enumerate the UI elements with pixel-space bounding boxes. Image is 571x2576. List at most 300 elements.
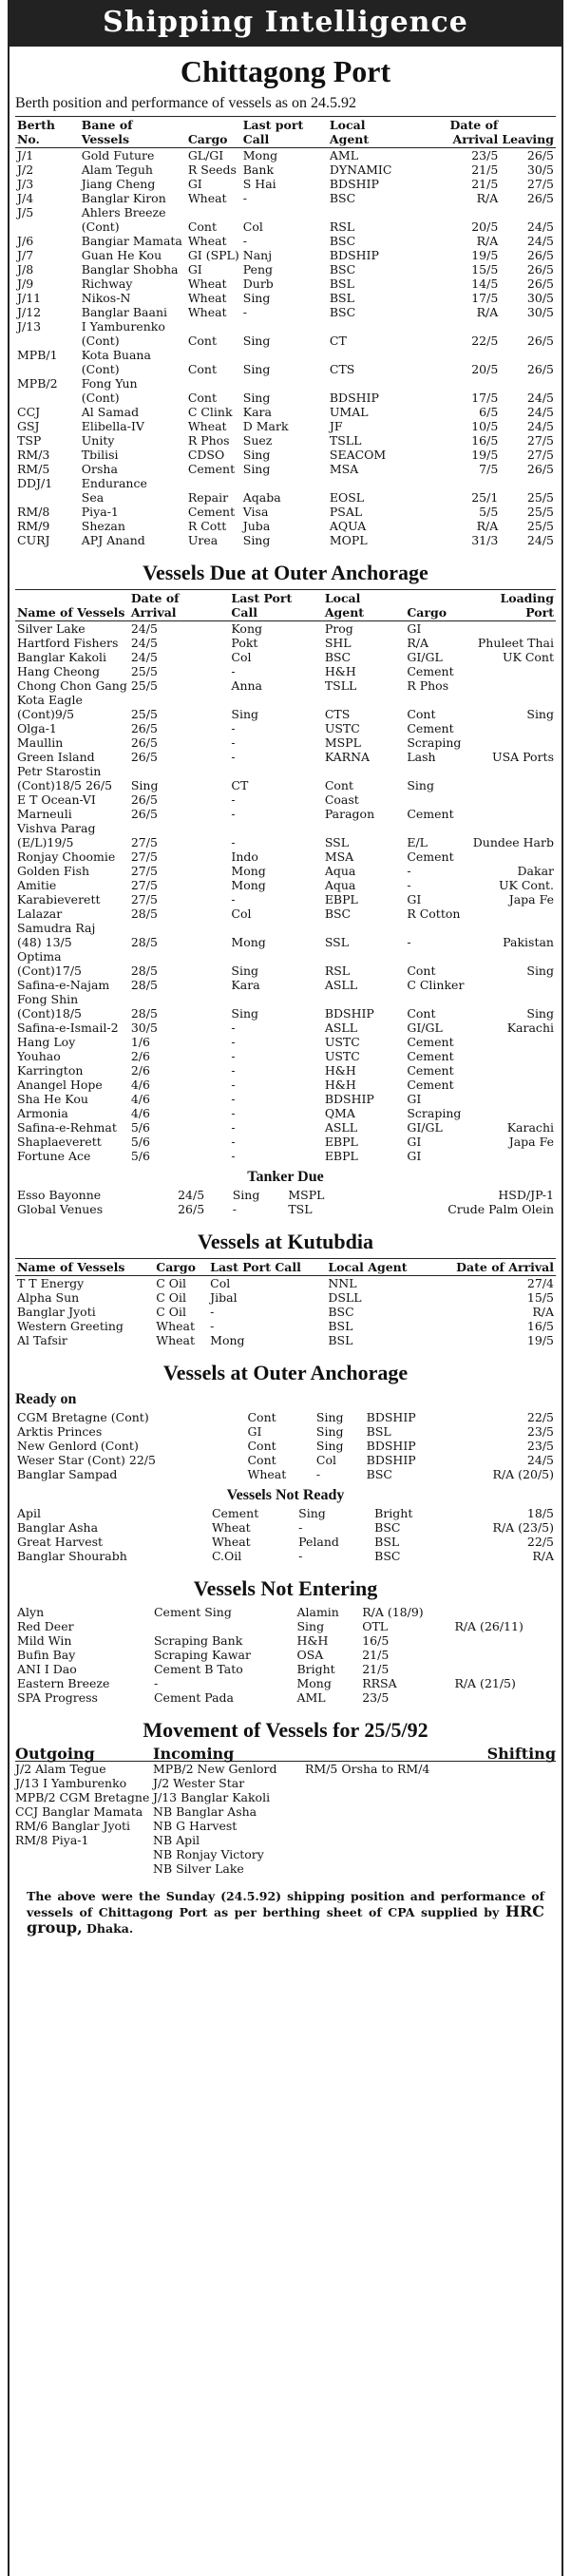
- table-cell: 26/5: [130, 721, 158, 735]
- table-row: [15, 678, 556, 693]
- movement-title: Movement of Vessels for 25/5/92: [143, 1718, 428, 1742]
- footnote-company: HRC group,: [27, 1902, 544, 1937]
- table-cell: [405, 764, 466, 778]
- table-cell: BSL: [329, 291, 354, 305]
- table-cell: Col: [210, 1276, 231, 1290]
- table-cell: H&H: [324, 664, 356, 678]
- table-cell: Olga-1: [17, 721, 57, 735]
- table-cell: R/A: [476, 234, 499, 248]
- table-cell: Sing: [242, 533, 271, 547]
- table-cell: [15, 219, 80, 234]
- table-cell: 27/4: [526, 1276, 554, 1290]
- table-cell: Sing: [242, 362, 271, 376]
- table-cell: Red Deer: [17, 1619, 74, 1633]
- table-row: [15, 1453, 556, 1467]
- table-cell: Aqaba: [242, 490, 281, 505]
- table-cell: Apil: [17, 1506, 42, 1520]
- table-cell: -: [298, 1549, 303, 1563]
- table-cell: 15/5: [526, 1290, 554, 1305]
- table-cell: BSC: [374, 1549, 401, 1563]
- table-cell: C Oil: [156, 1305, 187, 1319]
- table-cell: Banglar Shourabh: [17, 1549, 127, 1563]
- table-cell: Sing: [298, 1506, 326, 1520]
- table-cell: 19/5: [471, 248, 499, 262]
- table-cell: MSA: [324, 849, 354, 864]
- table-cell: Maullin: [17, 735, 64, 750]
- table-cell: Wheat: [187, 234, 227, 248]
- table-cell: 20/5: [471, 362, 499, 376]
- table-row: [15, 1535, 556, 1549]
- table-cell: USTC: [324, 1049, 360, 1063]
- table-row: [15, 1333, 556, 1347]
- table-cell: Green Island: [17, 750, 95, 764]
- table-cell: [323, 921, 406, 935]
- table-cell: Sing: [242, 448, 271, 462]
- table-cell: 27/5: [130, 892, 158, 906]
- table-cell: 28/5: [130, 1006, 158, 1021]
- table-cell: Fong Shin: [17, 992, 79, 1006]
- table-cell: Golden Fish: [17, 864, 90, 878]
- table-cell: Karrington: [17, 1063, 84, 1078]
- table-cell: 26/5: [130, 735, 158, 750]
- table-cell: MSA: [329, 462, 359, 476]
- table-cell: Japa Fe: [508, 892, 554, 906]
- table-cell: RSL: [324, 964, 351, 978]
- table-cell: Cement: [407, 664, 454, 678]
- table-cell: Fortune Ace: [17, 1149, 91, 1163]
- table-cell: [405, 821, 466, 835]
- list-item: NB G Harvest: [153, 1819, 238, 1833]
- table-cell: BSC: [329, 191, 356, 205]
- table-cell: Cement: [407, 1063, 454, 1078]
- table-cell: [466, 764, 556, 778]
- table-cell: Bank: [242, 162, 275, 177]
- table-cell: -: [407, 864, 411, 878]
- kutubdia-table: [15, 1258, 556, 1347]
- list-item: MPB/2 New Genlord: [153, 1762, 277, 1776]
- table-cell: -: [231, 792, 236, 807]
- table-row: [15, 1106, 556, 1120]
- table-cell: GI: [187, 177, 202, 191]
- table-cell: Col: [315, 1453, 336, 1467]
- table-row: [15, 650, 556, 664]
- table-row: [15, 1662, 556, 1676]
- table-cell: -: [231, 1106, 236, 1120]
- table-cell: 28/5: [130, 935, 158, 949]
- table-cell: [15, 490, 80, 505]
- table-row: [15, 1549, 556, 1563]
- table-cell: Al Samad: [81, 405, 140, 419]
- tanker-table: [15, 1188, 556, 1216]
- table-cell: 4/6: [130, 1092, 150, 1106]
- table-row: [15, 1690, 556, 1705]
- table-cell: GSJ: [17, 419, 40, 433]
- table-cell: MOPL: [329, 533, 368, 547]
- table-cell: [408, 319, 500, 334]
- table-cell: Guan He Kou: [81, 248, 162, 262]
- table-cell: OSA: [296, 1648, 324, 1662]
- table-cell: [466, 1078, 556, 1092]
- table-cell: [405, 792, 466, 807]
- table-cell: R/A: [532, 1305, 554, 1319]
- table-cell: Sing: [231, 1006, 259, 1021]
- table-cell: Al Tafsir: [17, 1333, 67, 1347]
- table-cell: Anna: [231, 678, 263, 693]
- table-row: [15, 334, 556, 348]
- table-row: [15, 319, 556, 334]
- table-cell: CGM Bretagne (Cont): [17, 1410, 149, 1424]
- table-cell: -: [231, 892, 236, 906]
- table-cell: QMA: [324, 1106, 355, 1120]
- table-cell: 24/5: [526, 533, 554, 547]
- table-row: [15, 621, 556, 637]
- column-header: Cargo: [405, 590, 466, 621]
- table-cell: [452, 1690, 556, 1705]
- table-cell: -: [315, 1467, 321, 1481]
- column-header: Date of Arrival: [129, 590, 230, 621]
- list-item: J/13 I Yamburenko: [15, 1776, 127, 1790]
- table-cell: [466, 1035, 556, 1049]
- table-cell: (Cont): [81, 219, 120, 234]
- table-row: [15, 1135, 556, 1149]
- table-cell: Col: [231, 650, 252, 664]
- table-cell: EOSL: [329, 490, 365, 505]
- table-cell: R/A (23/5): [492, 1520, 554, 1535]
- table-cell: USA Ports: [492, 750, 554, 764]
- table-cell: [328, 319, 408, 334]
- table-cell: BDSHIP: [324, 1006, 374, 1021]
- table-cell: CDSO: [187, 448, 225, 462]
- table-cell: Anangel Hope: [17, 1078, 103, 1092]
- table-cell: Kota Eagle: [17, 693, 83, 707]
- table-cell: Marneuli: [17, 807, 72, 821]
- table-cell: 31/3: [471, 533, 499, 547]
- table-row: [15, 177, 556, 191]
- table-cell: 24/5: [130, 636, 158, 650]
- table-cell: Jibal: [210, 1290, 238, 1305]
- table-cell: TSL: [288, 1202, 313, 1216]
- table-cell: 26/5: [526, 262, 554, 277]
- table-cell: [186, 348, 241, 362]
- table-cell: [405, 921, 466, 935]
- table-row: [15, 992, 556, 1006]
- table-cell: 2/6: [130, 1063, 150, 1078]
- table-row: [15, 405, 556, 419]
- table-cell: 23/5: [362, 1690, 390, 1705]
- table-cell: Cont: [187, 391, 217, 405]
- table-cell: 21/5: [362, 1662, 390, 1676]
- table-cell: -: [231, 721, 236, 735]
- table-cell: 24/5: [526, 391, 554, 405]
- table-cell: -: [231, 1049, 236, 1063]
- list-item: J/13 Banglar Kakoli: [153, 1790, 271, 1804]
- table-row: [15, 1648, 556, 1662]
- table-cell: 22/5: [471, 334, 499, 348]
- table-cell: UK Cont.: [499, 878, 554, 892]
- table-row: [15, 462, 556, 476]
- table-cell: EBPL: [324, 892, 358, 906]
- table-cell: 21/5: [362, 1648, 390, 1662]
- table-cell: -: [231, 1021, 236, 1035]
- table-cell: 2/6: [130, 1049, 150, 1063]
- table-cell: [500, 476, 556, 490]
- table-cell: Cont: [247, 1410, 276, 1424]
- notentering-title: Vessels Not Entering: [193, 1576, 378, 1600]
- table-cell: 19/5: [471, 448, 499, 462]
- table-cell: J/12: [17, 305, 42, 319]
- table-cell: Wheat: [187, 191, 227, 205]
- table-cell: J/9: [17, 277, 34, 291]
- table-cell: ASLL: [324, 978, 358, 992]
- table-row: [15, 1506, 556, 1520]
- table-cell: Orsha: [81, 462, 118, 476]
- table-cell: Cement: [187, 505, 236, 519]
- table-cell: Tbilisi: [81, 448, 119, 462]
- table-cell: Col: [242, 219, 263, 234]
- table-row: [15, 964, 556, 978]
- table-cell: CT: [329, 334, 347, 348]
- list-item: MPB/2 CGM Bretagne: [15, 1790, 150, 1804]
- table-cell: RSL: [329, 219, 355, 234]
- table-cell: Kara: [231, 978, 260, 992]
- table-cell: GI: [407, 1149, 422, 1163]
- table-cell: Richway: [81, 277, 133, 291]
- table-cell: Bright: [296, 1662, 335, 1676]
- table-row: [15, 277, 556, 291]
- table-row: [15, 433, 556, 448]
- table-row: [15, 1633, 556, 1648]
- table-cell: Hang Loy: [17, 1035, 76, 1049]
- table-cell: 30/5: [526, 291, 554, 305]
- table-row: [15, 291, 556, 305]
- table-cell: -: [231, 835, 236, 849]
- table-cell: J/6: [17, 234, 34, 248]
- table-cell: Sing: [526, 964, 554, 978]
- table-cell: 30/5: [526, 305, 554, 319]
- table-cell: Petr Starostin: [17, 764, 102, 778]
- column-header: Local Agent: [326, 1259, 429, 1276]
- table-cell: [466, 664, 556, 678]
- table-cell: Youhao: [17, 1049, 61, 1063]
- table-cell: 26/5: [526, 277, 554, 291]
- table-row: [15, 1605, 556, 1619]
- port-title: Chittagong Port: [180, 54, 391, 88]
- table-cell: 26/5: [526, 462, 554, 476]
- table-cell: R Phos: [407, 678, 449, 693]
- table-cell: 20/5: [471, 219, 499, 234]
- table-row: [15, 1063, 556, 1078]
- table-cell: 10/5: [471, 419, 499, 433]
- column-header: Date of Arrival: [408, 117, 500, 148]
- table-cell: 24/5: [130, 650, 158, 664]
- table-cell: [186, 319, 241, 334]
- table-cell: 26/5: [526, 334, 554, 348]
- table-cell: Indo: [231, 849, 258, 864]
- table-row: [15, 807, 556, 821]
- table-cell: 19/5: [526, 1333, 554, 1347]
- table-cell: Cement: [407, 849, 454, 864]
- table-cell: Wheat: [187, 291, 227, 305]
- table-row: [15, 234, 556, 248]
- table-cell: [241, 319, 328, 334]
- table-cell: Paragon: [324, 807, 375, 821]
- table-cell: 22/5: [526, 1410, 554, 1424]
- table-cell: (Cont)18/5: [17, 1006, 82, 1021]
- table-cell: [229, 949, 322, 964]
- table-cell: [466, 949, 556, 964]
- table-cell: [466, 1092, 556, 1106]
- table-cell: Global Venues: [17, 1202, 104, 1216]
- table-cell: 17/5: [471, 391, 499, 405]
- table-cell: 22/5: [526, 1535, 554, 1549]
- table-row: [15, 1092, 556, 1106]
- table-row: [15, 419, 556, 433]
- table-cell: -: [242, 305, 247, 319]
- table-row: [15, 1078, 556, 1092]
- column-header: Last Port Call: [229, 590, 322, 621]
- table-cell: BDSHIP: [366, 1453, 416, 1467]
- table-cell: Scraping Bank: [153, 1633, 243, 1648]
- table-cell: [466, 721, 556, 735]
- table-cell: R Seeds: [187, 162, 237, 177]
- table-cell: (Cont)17/5: [17, 964, 82, 978]
- table-cell: 26/5: [526, 362, 554, 376]
- list-item: RM/8 Piya-1: [15, 1833, 89, 1847]
- table-cell: BSL: [329, 277, 354, 291]
- berth-subtitle: Berth position and performance of vessels as on 24.5.92: [15, 95, 357, 111]
- table-cell: 7/5: [479, 462, 499, 476]
- table-cell: Peland: [298, 1535, 339, 1549]
- table-cell: New Genlord (Cont): [17, 1439, 139, 1453]
- table-cell: [323, 949, 406, 964]
- table-cell: [466, 1049, 556, 1063]
- table-cell: USTC: [324, 721, 360, 735]
- table-cell: 27/5: [526, 177, 554, 191]
- table-row: [15, 1120, 556, 1135]
- table-cell: Dakar: [517, 864, 554, 878]
- table-row: [15, 476, 556, 490]
- table-row: [15, 864, 556, 878]
- table-cell: EBPL: [324, 1149, 358, 1163]
- table-cell: 27/5: [130, 878, 158, 892]
- table-cell: Pokt: [231, 636, 258, 650]
- table-cell: Ahlers Breeze: [81, 205, 166, 219]
- table-cell: 26/5: [130, 750, 158, 764]
- table-cell: [466, 992, 556, 1006]
- movement-block: [15, 1746, 556, 1876]
- table-cell: [405, 992, 466, 1006]
- table-cell: 4/6: [130, 1078, 150, 1092]
- table-cell: Alpha Sun: [17, 1290, 80, 1305]
- table-cell: -: [231, 1035, 236, 1049]
- table-cell: [328, 205, 408, 219]
- table-cell: Kota Buana: [81, 348, 151, 362]
- table-cell: Cement: [407, 1078, 454, 1092]
- table-cell: [229, 821, 322, 835]
- table-cell: R/A (20/5): [492, 1467, 554, 1481]
- table-row: [15, 519, 556, 533]
- table-cell: -: [210, 1319, 215, 1333]
- table-cell: BDSHIP: [366, 1439, 416, 1453]
- table-cell: Sing: [296, 1619, 325, 1633]
- table-cell: 23/5: [526, 1424, 554, 1439]
- due-title: Vessels Due at Outer Anchorage: [143, 561, 428, 584]
- column-header: Bane of Vessels: [80, 117, 186, 148]
- table-cell: 27/5: [526, 448, 554, 462]
- table-cell: -: [407, 878, 411, 892]
- table-cell: [15, 391, 80, 405]
- shifting-label: Shifting: [486, 1745, 556, 1763]
- table-cell: Coast: [324, 792, 359, 807]
- table-cell: GL/GI: [187, 148, 224, 162]
- table-cell: BDSHIP: [366, 1410, 416, 1424]
- table-cell: Alyn: [17, 1605, 45, 1619]
- table-cell: [405, 693, 466, 707]
- table-cell: [328, 476, 408, 490]
- table-cell: J/7: [17, 248, 34, 262]
- table-cell: -: [298, 1520, 303, 1535]
- table-cell: Sing: [242, 391, 271, 405]
- table-cell: Mong: [242, 148, 278, 162]
- table-cell: Prog: [324, 621, 353, 636]
- table-cell: Karabieverett: [17, 892, 101, 906]
- table-cell: 26/5: [178, 1202, 205, 1216]
- column-header: Cargo: [186, 117, 241, 148]
- table-cell: Wheat: [156, 1319, 196, 1333]
- table-cell: [466, 906, 556, 921]
- notentering-table: [15, 1605, 556, 1705]
- table-row: [15, 693, 556, 707]
- table-cell: 14/5: [471, 277, 499, 291]
- column-header: Name of Vessels: [15, 590, 129, 621]
- table-cell: 28/5: [130, 978, 158, 992]
- table-cell: [466, 849, 556, 864]
- table-cell: Wheat: [187, 419, 227, 433]
- table-cell: Phuleet Thai: [477, 636, 554, 650]
- table-cell: Cont: [407, 964, 436, 978]
- table-row: [15, 849, 556, 864]
- table-cell: R Cotton: [407, 906, 461, 921]
- table-cell: BSC: [328, 1305, 354, 1319]
- table-cell: USTC: [324, 1035, 360, 1049]
- table-cell: -: [210, 1305, 215, 1319]
- table-cell: Aqua: [324, 864, 356, 878]
- table-cell: BSC: [329, 262, 356, 277]
- table-cell: MSPL: [288, 1188, 325, 1202]
- table-cell: Sing: [407, 778, 434, 792]
- table-cell: [500, 205, 556, 219]
- table-row: [15, 1676, 556, 1690]
- table-cell: DYNAMIC: [329, 162, 392, 177]
- table-row: [15, 892, 556, 906]
- table-cell: BSL: [328, 1319, 353, 1333]
- table-cell: GI/GL: [407, 1021, 443, 1035]
- table-cell: [466, 1106, 556, 1120]
- column-header: Local Agent: [323, 590, 406, 621]
- table-cell: 27/5: [130, 835, 158, 849]
- table-cell: Wheat: [211, 1535, 251, 1549]
- table-cell: Sing: [242, 334, 271, 348]
- table-cell: [241, 376, 328, 391]
- table-cell: -: [231, 1063, 236, 1078]
- table-cell: Banglar Kakoli: [17, 650, 106, 664]
- table-cell: Safina-e-Najam: [17, 978, 110, 992]
- table-cell: (Cont): [81, 391, 120, 405]
- table-cell: 25/5: [526, 519, 554, 533]
- table-cell: Cement: [407, 721, 454, 735]
- table-cell: 5/6: [130, 1149, 150, 1163]
- table-cell: [466, 821, 556, 835]
